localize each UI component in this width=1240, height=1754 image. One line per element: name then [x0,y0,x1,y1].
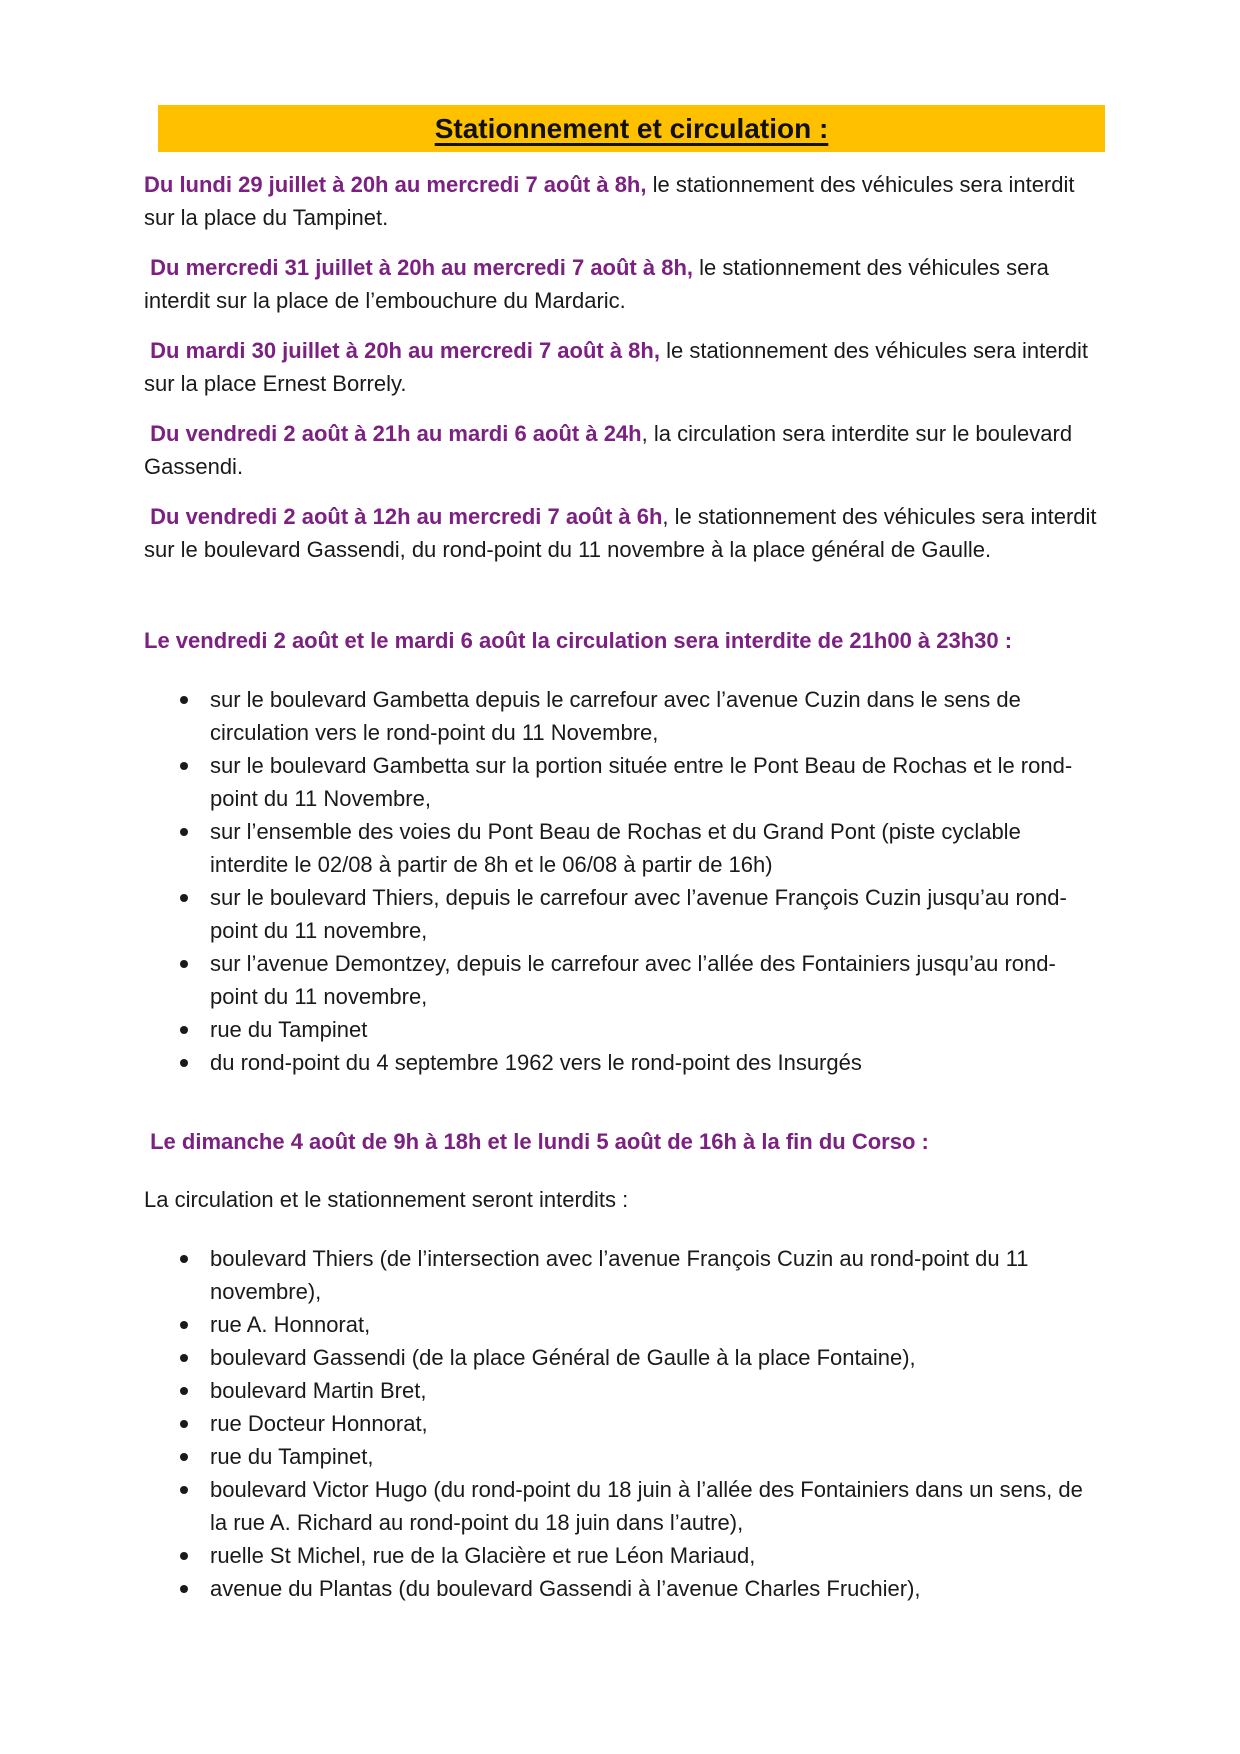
list-item-text: sur l’avenue Demontzey, depuis le carrefour avec l’allée des Fontainiers jusqu’au rond-point du 11 novembre, [210,951,1056,1009]
list-item [144,1407,1100,1440]
section-heading-corso: Le dimanche 4 août de 9h à 18h et le lundi 5 août de 16h à la fin du Corso : [144,1129,929,1154]
list-item-text: du rond-point du 4 septembre 1962 vers le rond-point des Insurgés [210,1050,862,1075]
notice-paragraph-5 [144,500,1103,566]
list-item [144,749,1100,815]
list-item [144,1539,1100,1572]
list-item [144,947,1100,1013]
restriction-list-1 [144,683,1100,1079]
list-item [144,683,1100,749]
list-item-text: avenue du Plantas (du boulevard Gassendi à l’avenue Charles Fruchier), [210,1576,921,1601]
bullet-icon [180,1059,188,1067]
notice-paragraph-4 [144,417,1100,483]
bullet-icon [180,1585,188,1593]
notice-text-1: le stationnement des véhicules sera interdit sur la place du Tampinet. [144,172,1081,230]
bullet-icon [180,960,188,968]
notice-text-3: le stationnement des véhicules sera interdit sur la place Ernest Borrely. [144,338,1095,396]
bullet-icon [180,1420,188,1428]
list-item-text: boulevard Victor Hugo (du rond-point du 18 juin à l’allée des Fontainiers dans un sens, de la rue A. Richard au rond-point du 18 juin dans l’autre), [210,1477,1089,1535]
list-item [144,1013,1100,1046]
notice-paragraph-3 [144,334,1100,400]
date-range-4: Du vendredi 2 août à 21h au mardi 6 août à 24h [144,421,642,446]
bullet-icon [180,1552,188,1560]
list-item [144,1242,1100,1308]
bullet-icon [180,762,188,770]
bullet-icon [180,1453,188,1461]
page-title: Stationnement et circulation : [434,112,829,144]
list-item-text: boulevard Gassendi (de la place Général de Gaulle à la place Fontaine), [210,1345,916,1370]
list-item [144,881,1100,947]
bullet-icon [180,828,188,836]
bullet-icon [180,894,188,902]
list-item-text: sur le boulevard Gambetta sur la portion située entre le Pont Beau de Rochas et le rond-point du 11 Novembre, [210,753,1073,811]
bullet-icon [180,1387,188,1395]
list-item-text: sur l’ensemble des voies du Pont Beau de Rochas et du Grand Pont (piste cyclable interdite le 02/08 à partir de 8h et le 06/08 à partir de 16h) [210,819,1027,877]
section-intro: La circulation et le stationnement seront interdits : [144,1187,629,1212]
bullet-icon [180,1486,188,1494]
date-range-5: Du vendredi 2 août à 12h au mercredi 7 août à 6h [144,504,663,529]
list-item-text: boulevard Martin Bret, [210,1378,427,1403]
notice-text-2: le stationnement des véhicules sera interdit sur la place de l’embouchure du Mardaric. [144,255,1056,313]
bullet-icon [180,1354,188,1362]
list-item-text: rue A. Honnorat, [210,1312,371,1337]
bullet-icon [180,696,188,704]
list-item-text: rue Docteur Honnorat, [210,1411,428,1436]
date-range-3: Du mardi 30 juillet à 20h au mercredi 7 août à 8h, [144,338,660,363]
list-item [144,1473,1100,1539]
list-item-text: ruelle St Michel, rue de la Glacière et rue Léon Mariaud, [210,1543,756,1568]
notice-text-5: , le stationnement des véhicules sera interdit sur le boulevard Gassendi, du rond-point du 11 novembre à la place général de Gaulle. [144,504,1103,562]
list-item [144,1341,1100,1374]
list-item-text: boulevard Thiers (de l’intersection avec l’avenue François Cuzin au rond-point du 11 novembre), [210,1246,1035,1304]
list-item [144,815,1100,881]
bullet-icon [180,1255,188,1263]
date-range-1: Du lundi 29 juillet à 20h au mercredi 7 août à 8h, [144,172,647,197]
document-body [144,168,1103,1605]
list-item [144,1572,1100,1605]
list-item-text: rue du Tampinet [210,1017,368,1042]
bullet-icon [180,1321,188,1329]
list-item [144,1046,1100,1079]
bullet-icon [180,1026,188,1034]
notice-paragraph-2 [144,251,1100,317]
list-item [144,1308,1100,1341]
notice-paragraph-1 [144,168,1100,234]
list-item-text: sur le boulevard Thiers, depuis le carrefour avec l’avenue François Cuzin jusqu’au rond-point du 11 novembre, [210,885,1067,943]
list-item-text: sur le boulevard Gambetta depuis le carrefour avec l’avenue Cuzin dans le sens de circulation vers le rond-point du 11 Novembre, [210,687,1027,745]
date-range-2: Du mercredi 31 juillet à 20h au mercredi 7 août à 8h, [144,255,694,280]
restriction-list-2 [144,1242,1100,1605]
section-heading-circulation: Le vendredi 2 août et le mardi 6 août la circulation sera interdite de 21h00 à 23h30 : [144,628,1013,653]
notice-text-4: , la circulation sera interdite sur le boulevard Gassendi. [144,421,1079,479]
list-item [144,1440,1100,1473]
list-item-text: rue du Tampinet, [210,1444,374,1469]
title-banner [158,105,1105,152]
list-item [144,1374,1100,1407]
